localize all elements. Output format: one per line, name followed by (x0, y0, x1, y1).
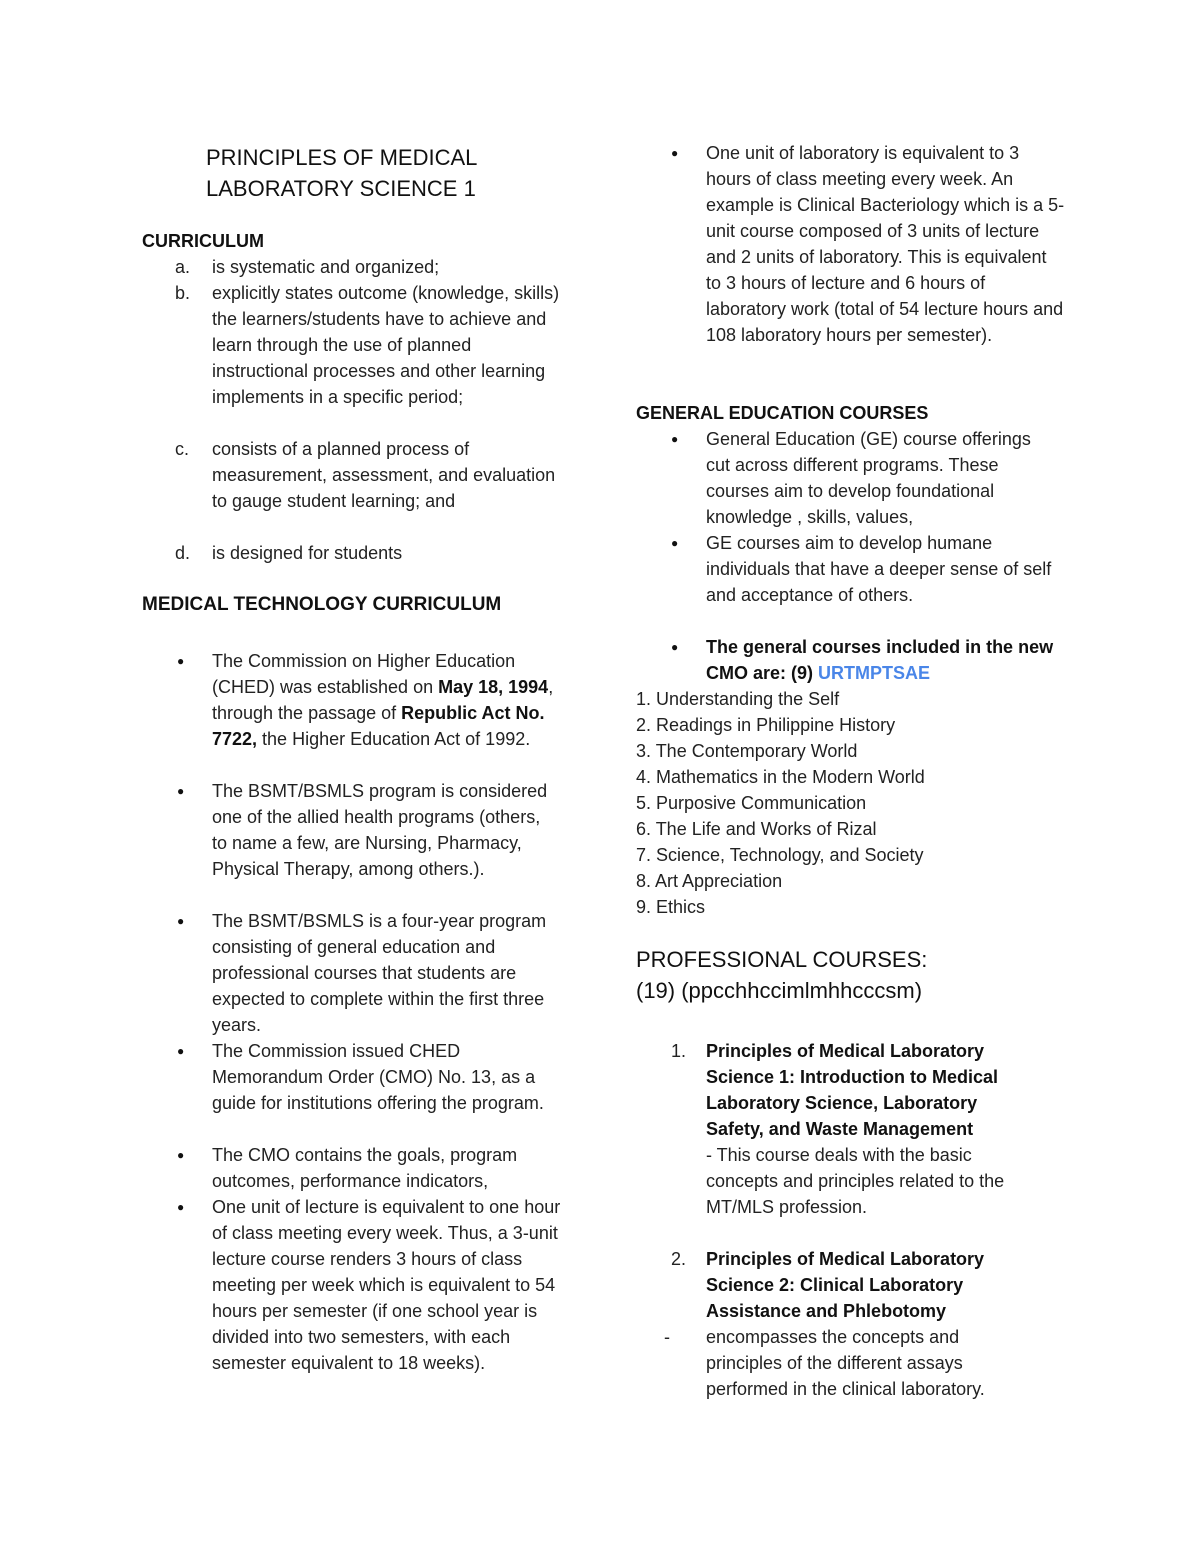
list-item (636, 140, 1076, 374)
list-item (636, 1038, 1076, 1246)
bullet-icon: ● (671, 536, 679, 550)
gened-list (636, 426, 1076, 608)
course-description: - This course deals with the basic concepts and principles related to the MT/MLS profession. (706, 1145, 1005, 1217)
bullet-icon: ● (177, 914, 185, 928)
page-title: PRINCIPLES OF MEDICAL LABORATORY SCIENCE 1 (206, 145, 477, 201)
course-title: Principles of Medical Laboratory Science 1: Introduction to Medical Laboratory Science, Laboratory Safety, and Waste Management (706, 1041, 999, 1139)
list-item-text: General Education (GE) course offerings cut across different programs. These courses aim to develop foundational knowledge , skills, values, (706, 429, 1031, 527)
list-item: 7. Science, Technology, and Society (636, 845, 924, 865)
list-item (636, 426, 1076, 530)
list-item (142, 778, 582, 908)
list-item-text: is designed for students (212, 543, 403, 563)
list-item-text: The CMO contains the goals, program outcomes, performance indicators, (212, 1145, 518, 1191)
list-item: 9. Ethics (636, 897, 706, 917)
list-item (142, 1194, 582, 1402)
list-item: 4. Mathematics in the Modern World (636, 767, 925, 787)
list-marker: d. (175, 543, 191, 563)
bullet-icon: ● (671, 432, 679, 446)
bullet-icon: ● (671, 146, 679, 160)
course-description: encompasses the concepts and principles of the different assays performed in the clinical laboratory. (706, 1327, 985, 1399)
list-item (636, 530, 1076, 608)
list-marker: b. (175, 283, 191, 303)
list-marker: 1. (671, 1041, 687, 1061)
list-item (636, 1246, 1076, 1402)
medtech-heading: MEDICAL TECHNOLOGY CURRICULUM (142, 594, 502, 615)
list-item (142, 280, 582, 436)
list-item-text: The Commission on Higher Education (CHED) was established on May 18, 1994, through the passage of Republic Act No. 7722, the Higher Education Act of 1992. (212, 651, 554, 749)
list-item (142, 1142, 582, 1194)
dash-marker: - (664, 1327, 670, 1347)
list-item-text: One unit of laboratory is equivalent to 3 hours of class meeting every week. An example is Clinical Bacteriology which is a 5-unit course composed of 3 units of lecture and 2 units of laboratory. This is equivalent to 3 hours of lecture and 6 hours of laboratory work (total of 54 lecture hours and 108 laboratory hours per semester). (706, 143, 1065, 345)
list-marker: c. (175, 439, 190, 459)
list-item (142, 648, 582, 778)
list-item (142, 1038, 582, 1142)
bullet-icon: ● (177, 784, 185, 798)
list-item: 1. Understanding the Self (636, 689, 840, 709)
professional-heading: PROFESSIONAL COURSES: (19) (ppcchhccimlmhhcccsm) (636, 947, 928, 1003)
list-item: 5. Purposive Communication (636, 793, 867, 813)
medtech-list (142, 648, 582, 1402)
gened-cmo-item (636, 634, 1076, 686)
gened-course-list (636, 686, 1076, 920)
list-item-text: explicitly states outcome (knowledge, skills) the learners/students have to achieve and learn through the use of planned instructional processes and other learning implements in a specific period; (212, 283, 560, 407)
list-item (142, 254, 582, 280)
list-item-text: consists of a planned process of measurement, assessment, and evaluation to gauge student learning; and (212, 439, 556, 511)
list-item-text: is systematic and organized; (212, 257, 440, 277)
list-item: 8. Art Appreciation (636, 871, 783, 891)
curriculum-heading: CURRICULUM (142, 231, 264, 251)
gened-heading: GENERAL EDUCATION COURSES (636, 403, 929, 423)
list-marker: 2. (671, 1249, 687, 1269)
bullet-icon: ● (671, 640, 679, 654)
list-item-text: One unit of lecture is equivalent to one hour of class meeting every week. Thus, a 3-unit lecture course renders 3 hours of class meeting per week which is equivalent to 54 hours per semester (if one school year is divided into two semesters, with each semester equivalent to 18 weeks). (212, 1197, 561, 1373)
professional-list (636, 1038, 1076, 1402)
list-item: 6. The Life and Works of Rizal (636, 819, 877, 839)
bullet-icon: ● (177, 1200, 185, 1214)
bullet-icon: ● (177, 1148, 185, 1162)
list-item (142, 908, 582, 1038)
list-item-text: The BSMT/BSMLS program is considered one of the allied health programs (others, to name a few, are Nursing, Pharmacy, Physical Therapy, among others.). (212, 781, 548, 879)
list-item: 2. Readings in Philippine History (636, 715, 896, 735)
ge-mnemonic: URTMPTSAE (818, 663, 931, 683)
list-item: 3. The Contemporary World (636, 741, 858, 761)
bullet-icon: ● (177, 654, 185, 668)
list-item-text: GE courses aim to develop humane individuals that have a deeper sense of self and acceptance of others. (706, 533, 1052, 605)
list-marker: a. (175, 257, 191, 277)
list-item (636, 634, 1076, 686)
course-title: Principles of Medical Laboratory Science 2: Clinical Laboratory Assistance and Phlebotomy (706, 1249, 985, 1321)
list-item (142, 436, 582, 540)
bullet-icon: ● (177, 1044, 185, 1058)
curriculum-list (142, 254, 582, 566)
list-item-text: The BSMT/BSMLS is a four-year program consisting of general education and professional courses that students are expected to complete within the first three years. (212, 911, 547, 1035)
list-item-text: The general courses included in the new CMO are: (9) URTMPTSAE (706, 637, 1054, 683)
list-item-text: The Commission issued CHED Memorandum Order (CMO) No. 13, as a guide for institutions offering the program. (212, 1041, 544, 1113)
list-item (142, 540, 582, 566)
medtech-list-continued (636, 140, 1076, 374)
